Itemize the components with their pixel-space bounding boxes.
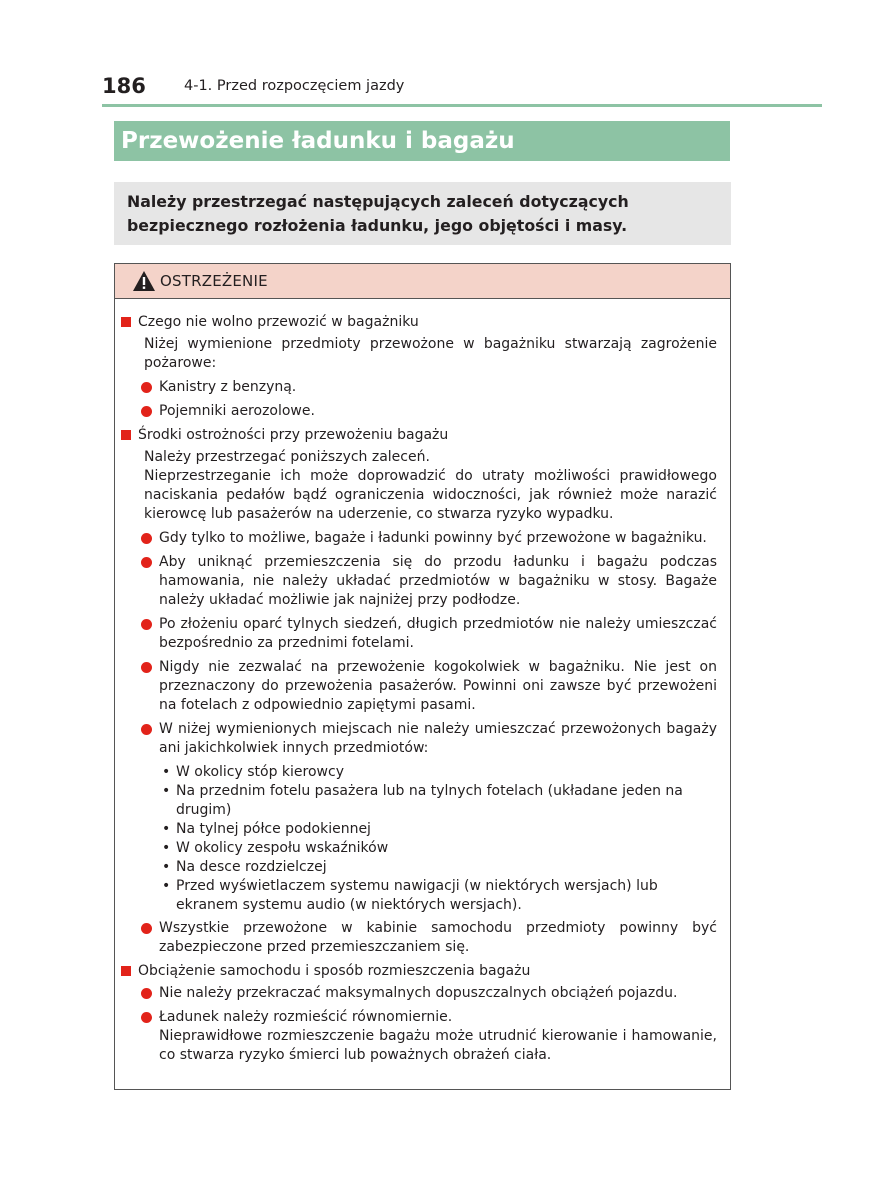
section-heading: Obciążenie samochodu i sposób rozmieszczenia bagażu [121,962,717,981]
red-dot-icon [141,382,152,393]
warning-body [115,299,730,1065]
paragraph: Niżej wymienione przedmioty przewożone w bagażniku stwarzają zagrożenie pożarowe: [144,336,717,371]
bullet-mark: • [162,878,171,894]
bullet-mark: • [162,840,171,856]
page-header [102,74,822,107]
red-square-icon [121,430,131,440]
red-dot-icon [141,1012,152,1023]
list-item: Pojemniki aerozolowe. [121,402,717,421]
list-item: Po złożeniu oparć tylnych siedzeń, długich przedmiotów nie należy umieszczać bezpośrednio za przednimi fotelami. [121,615,717,653]
page-number: 186 [102,74,146,98]
sub-list-item: • Na przednim fotelu pasażera lub na tylnych fotelach (układane jeden na drugim) [162,783,683,818]
warning-triangle-icon [132,270,156,292]
list-item: Nigdy nie zezwalać na przewożenie kogokolwiek w bagażniku. Nie jest on przeznaczony do przewożenia pasażerów. Powinni oni zawsze być przewożeni na fotelach z odpowiednio zapiętymi pasami. [121,658,717,715]
red-dot-icon [141,557,152,568]
sub-list-item: • W okolicy stóp kierowcy [162,764,344,780]
sub-list-item: • Na tylnej półce podokiennej [162,821,371,837]
warning-label: OSTRZEŻENIE [160,272,268,290]
red-dot-icon [141,406,152,417]
bullet-mark: • [162,783,171,799]
bullet-continuation: Nieprawidłowe rozmieszczenie bagażu może utrudnić kierowanie i hamowanie, co stwarza ryzyko śmierci lub poważnych obrażeń ciała. [159,1028,717,1063]
sub-list-item: • W okolicy zespołu wskaźników [162,840,389,856]
red-dot-icon [141,662,152,673]
list-item: Gdy tylko to możliwe, bagaże i ładunki powinny być przewożone w bagażniku. [121,529,717,548]
paragraph: Nieprzestrzeganie ich może doprowadzić do utraty możliwości prawidłowego naciskania pedałów bądź ograniczenia widoczności, jak również może narazić kierowcę lub pasażerów na uderzenie, co stwarza ryzyko wypadku. [144,468,717,522]
sub-list-item: • Na desce rozdzielczej [162,859,327,875]
red-square-icon [121,317,131,327]
red-dot-icon [141,724,152,735]
list-item: Nie należy przekraczać maksymalnych dopuszczalnych obciążeń pojazdu. [121,984,717,1003]
warning-header [115,264,730,299]
list-item [121,1008,717,1065]
list-item: Kanistry z benzyną. [121,378,717,397]
bullet-text: Ładunek należy rozmieścić równomiernie. [159,1009,453,1025]
paragraph: Należy przestrzegać poniższych zaleceń. [144,449,430,465]
list-item: Wszystkie przewożone w kabinie samochodu przedmioty powinny być zabezpieczone przed przemieszczaniem się. [121,919,717,957]
intro-box: Należy przestrzegać następujących zaleceń dotyczących bezpiecznego rozłożenia ładunku, jego objętości i masy. [114,182,731,245]
red-dot-icon [141,533,152,544]
section-heading: Środki ostrożności przy przewożeniu bagażu [121,426,717,445]
warning-box [114,263,731,1090]
page-title: Przewożenie ładunku i bagażu [114,121,730,161]
section-label: 4-1. Przed rozpoczęciem jazdy [184,78,405,94]
sub-list-item: • Przed wyświetlaczem systemu nawigacji (w niektórych wersjach) lub ekranem systemu audio (w niektórych wersjach). [162,878,658,913]
list-item: Aby uniknąć przemieszczenia się do przodu ładunku i bagażu podczas hamowania, nie należy układać przedmiotów w bagażniku w stosy. Bagaże należy układać możliwie jak najniżej przy podłodze. [121,553,717,610]
bullet-mark: • [162,859,171,875]
section-heading: Czego nie wolno przewozić w bagażniku [121,313,717,332]
red-dot-icon [141,619,152,630]
list-item: W niżej wymienionych miejscach nie należy umieszczać przewożonych bagaży ani jakichkolwiek innych przedmiotów: [121,720,717,758]
bullet-mark: • [162,764,171,780]
red-square-icon [121,966,131,976]
red-dot-icon [141,988,152,999]
bullet-mark: • [162,821,171,837]
red-dot-icon [141,923,152,934]
